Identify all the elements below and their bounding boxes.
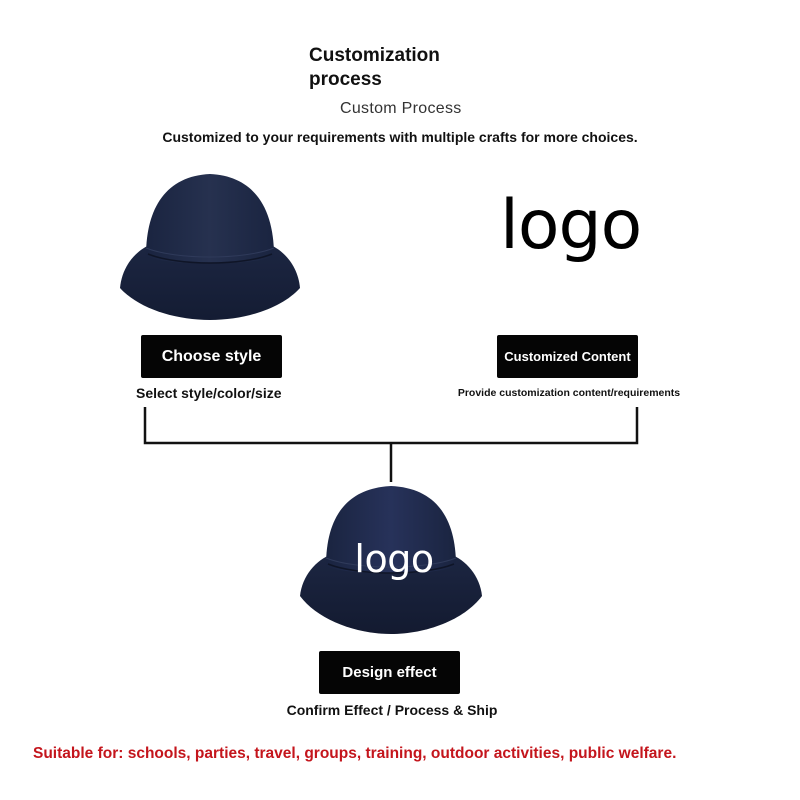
- choose-style-description: Select style/color/size: [136, 385, 282, 401]
- customized-content-description: Provide customization content/requirements: [457, 387, 681, 399]
- page-tagline: Customized to your requirements with multiple crafts for more choices.: [162, 129, 638, 145]
- customized-content-button: Customized Content: [497, 335, 638, 378]
- logo-sample-text: logo: [500, 186, 642, 265]
- page-subtitle: Custom Process: [340, 100, 462, 117]
- page-title: Customization process: [309, 45, 440, 90]
- hat-logo-text: logo: [354, 537, 434, 581]
- bucket-hat-logo-image: [298, 484, 484, 636]
- design-effect-button: Design effect: [319, 651, 460, 694]
- suitable-for-note: Suitable for: schools, parties, travel, groups, training, outdoor activities, public welfare.: [33, 745, 677, 762]
- choose-style-button: Choose style: [141, 335, 282, 378]
- design-effect-description: Confirm Effect / Process & Ship: [286, 702, 498, 718]
